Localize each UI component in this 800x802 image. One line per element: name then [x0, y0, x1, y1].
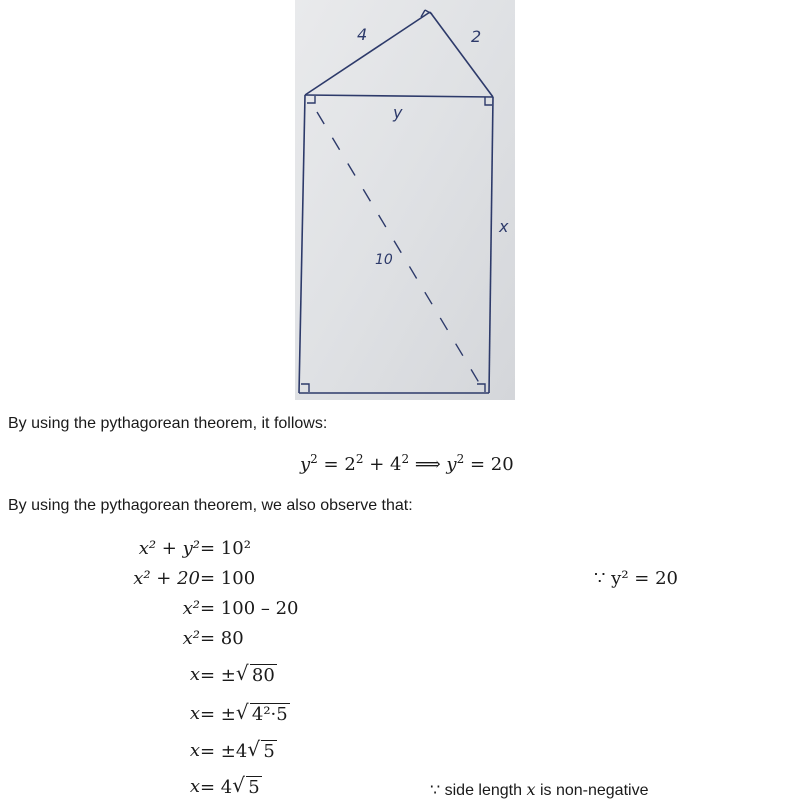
reason-y-squared: ∵ y² = 20 [594, 568, 678, 589]
step-4-lhs: x² [182, 628, 200, 649]
intro-sentence-1: By using the pythagorean theorem, it follows: [8, 415, 328, 432]
step-3-lhs: x² [182, 598, 200, 619]
eq1-rhs-equals: = [469, 454, 486, 475]
step-6-radicand: 4²·5 [251, 704, 288, 725]
step-7-radicand: 5 [263, 741, 275, 762]
step-2-rhs: = 100 [200, 568, 256, 589]
step-1-rhs: = 10² [200, 538, 251, 559]
eq1-term2: 4 [390, 454, 402, 475]
equation-y-squared [300, 454, 514, 475]
step-5 [0, 661, 800, 690]
eq1-term2-exp: 2 [401, 452, 410, 466]
reason-2-suffix: is non-negative [535, 782, 649, 799]
step-2-lhs: x² + 20 [133, 568, 200, 589]
eq1-equals: = [323, 454, 339, 475]
step-6-prefix: = ± [200, 704, 236, 725]
eq1-plus: + [369, 454, 385, 475]
eq1-rhs-var: y [446, 454, 457, 475]
label-side-4: 4 [357, 25, 368, 44]
step-8-lhs: x [189, 776, 200, 797]
eq1-rhs-exp: 2 [456, 452, 465, 466]
step-8-prefix: = 4 [200, 777, 233, 798]
step-5-prefix: = ± [200, 665, 236, 686]
reason-2-var: x [526, 780, 536, 799]
step-8-rhs [200, 773, 262, 798]
eq1-term1-exp: 2 [355, 452, 364, 466]
step-6-lhs: x [189, 703, 200, 724]
step-2 [0, 568, 800, 594]
step-8 [0, 773, 800, 802]
step-8-radicand: 5 [248, 777, 260, 798]
step-4-rhs: = 80 [200, 628, 244, 649]
label-side-2: 2 [471, 27, 482, 46]
step-7-prefix: = ±4 [200, 741, 248, 762]
reason-non-negative [430, 780, 648, 800]
step-7-rhs [200, 737, 277, 762]
step-4 [0, 628, 800, 654]
sqrt-icon: √ 80 [235, 661, 275, 686]
step-6 [0, 700, 800, 729]
step-1 [0, 538, 800, 564]
eq1-term1: 2 [344, 454, 356, 475]
step-7-lhs: x [189, 740, 200, 761]
eq1-exp: 2 [310, 452, 318, 466]
step-6-rhs [200, 700, 290, 725]
label-10: 10 [375, 252, 393, 268]
eq1-implies-arrow: ⟹ [414, 454, 441, 475]
eq1-rhs-value: 20 [490, 454, 514, 475]
reason-2-prefix: ∵ side length [430, 782, 527, 799]
figure-photo [295, 0, 515, 400]
step-5-lhs: x [189, 664, 200, 685]
step-5-radicand: 80 [251, 665, 275, 686]
step-1-lhs: x² + y² [138, 538, 200, 559]
label-x: x [499, 217, 509, 236]
sqrt-icon: √ 5 [232, 773, 260, 798]
step-5-rhs [200, 661, 277, 686]
intro-sentence-2: By using the pythagorean theorem, we also observe that: [8, 497, 413, 514]
step-3 [0, 598, 800, 624]
sqrt-icon: √ 4²·5 [235, 700, 288, 725]
step-7 [0, 737, 800, 766]
paper-background [295, 0, 515, 400]
label-y: y [393, 103, 403, 122]
eq1-var-y: y [300, 454, 311, 475]
step-3-rhs: = 100 – 20 [200, 598, 299, 619]
sqrt-icon: √ 5 [247, 737, 275, 762]
